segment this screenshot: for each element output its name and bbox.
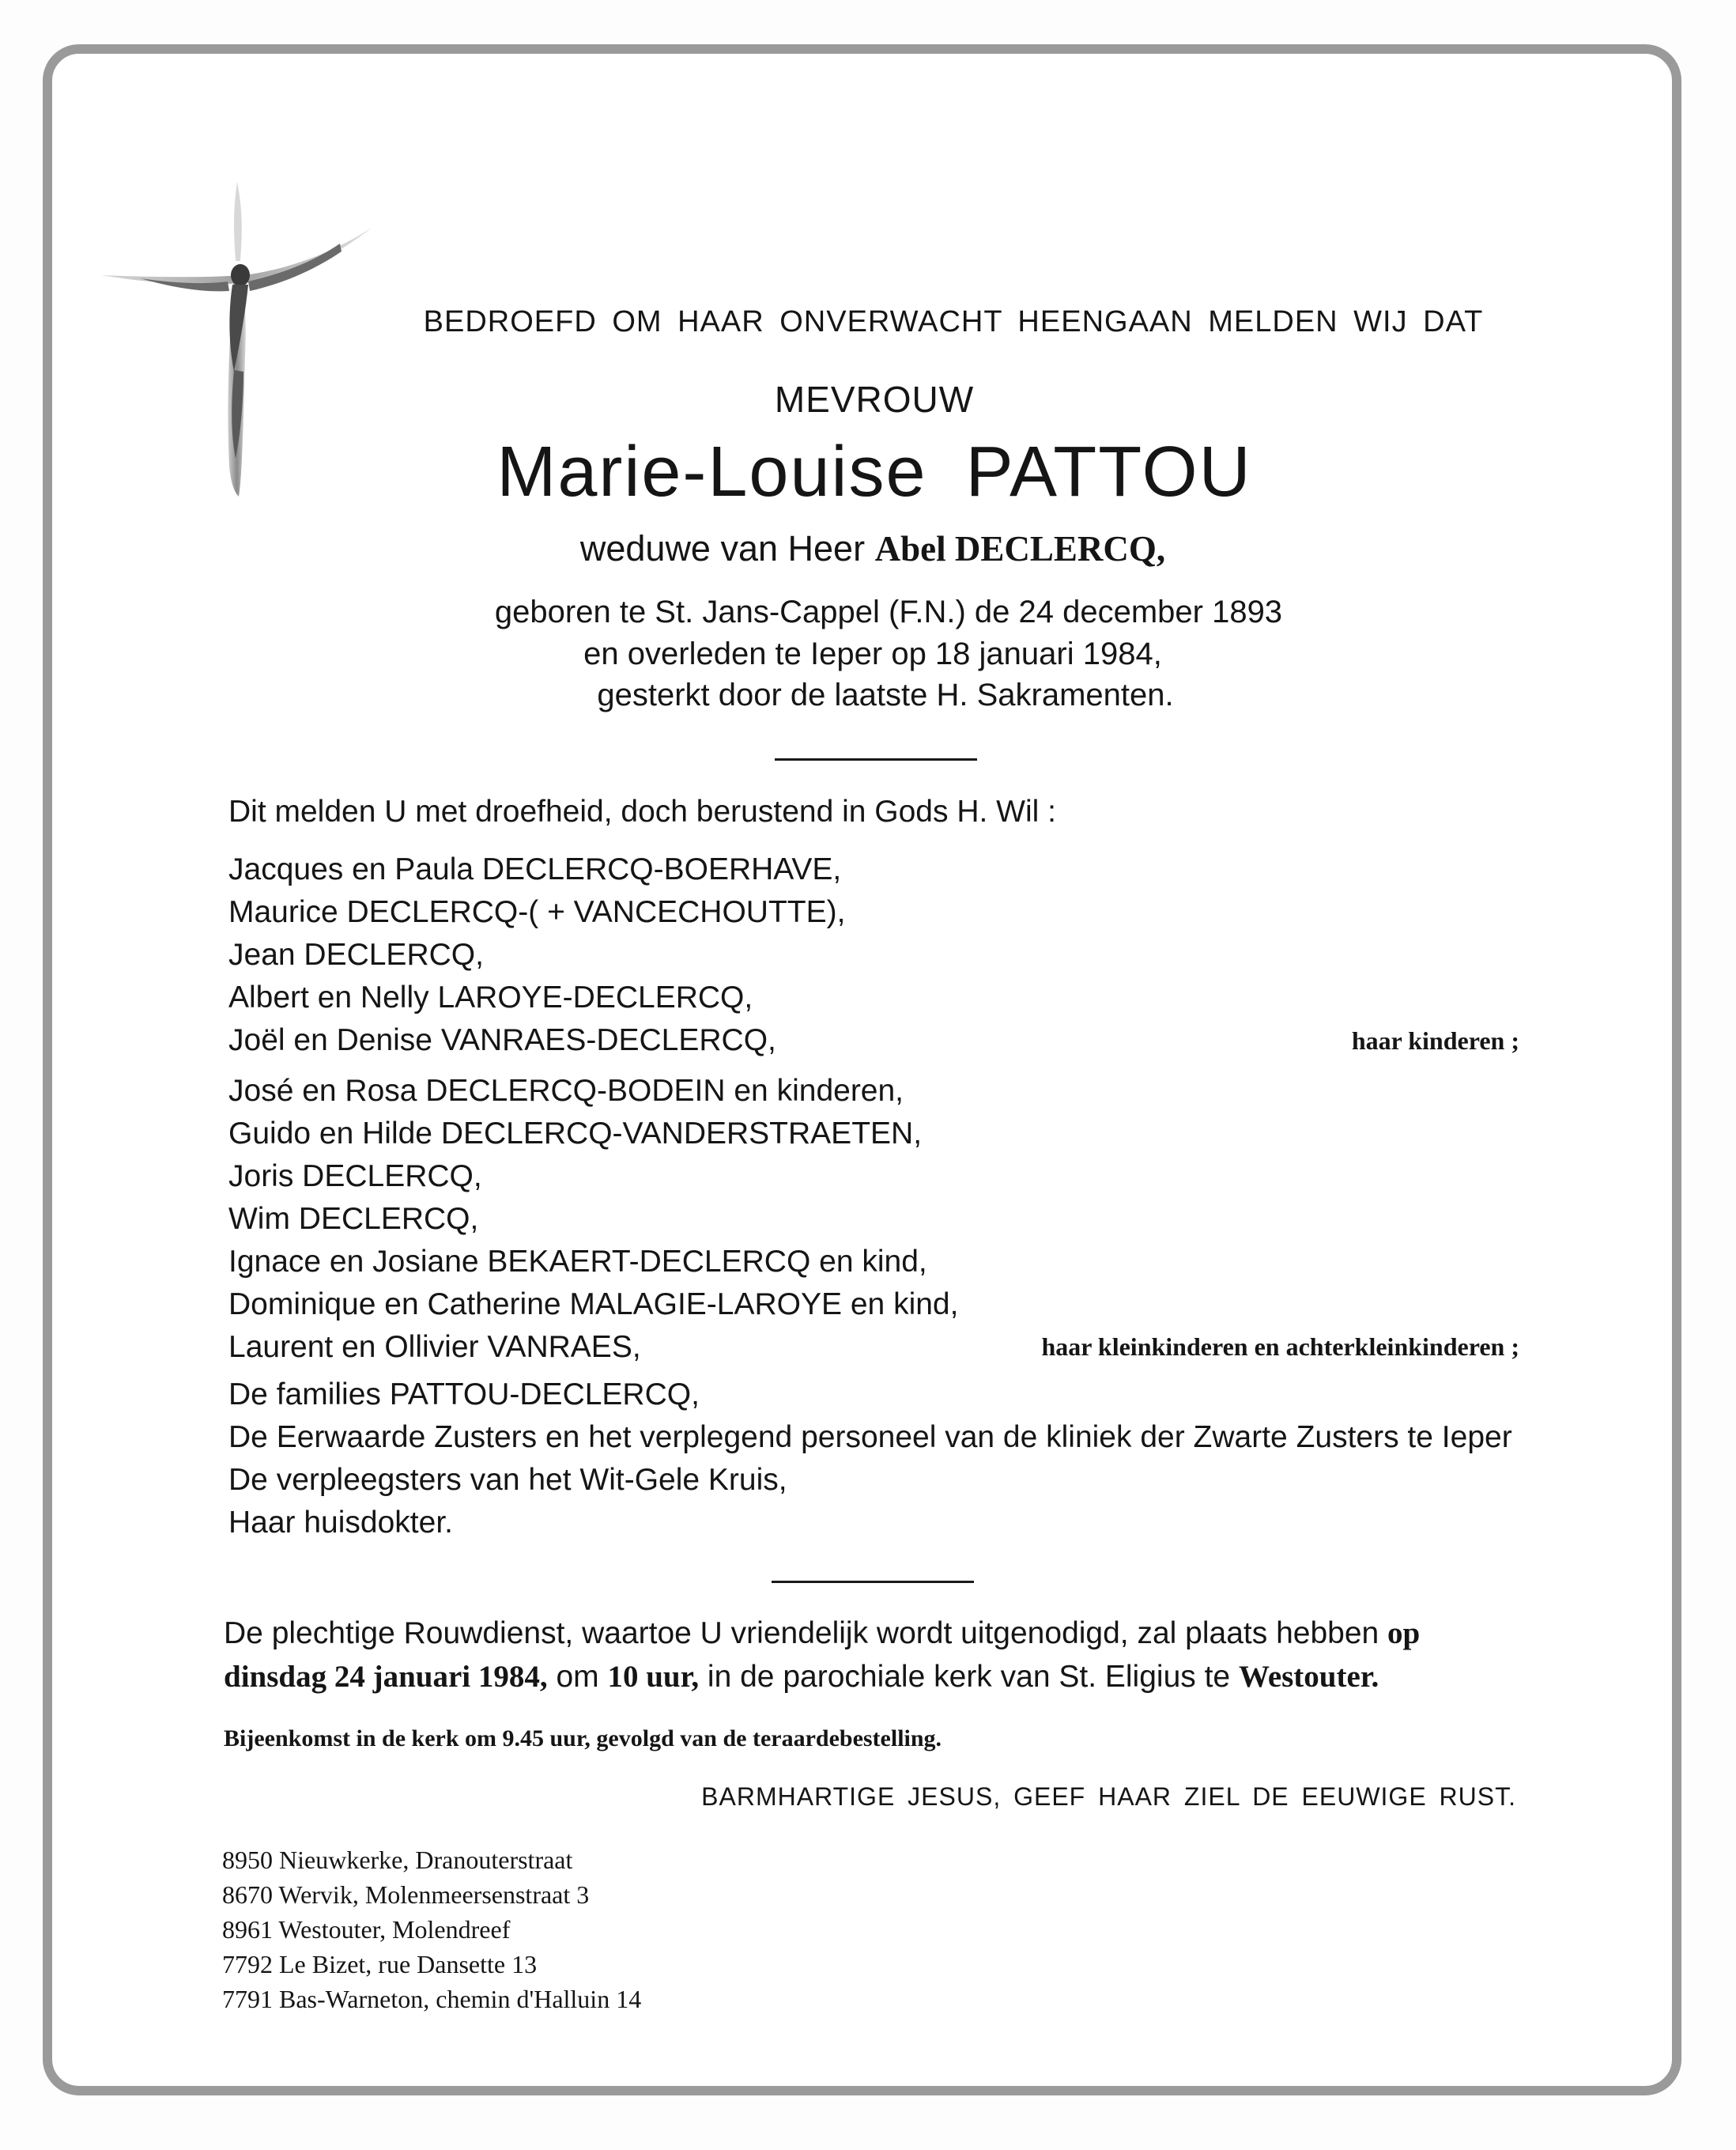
list-item: Laurent en Ollivier VANRAES, bbox=[228, 1330, 641, 1364]
intro-text: Dit melden U met droefheid, doch berustend in Gods H. Wil : bbox=[228, 795, 1056, 829]
title: MEVROUW bbox=[774, 379, 975, 420]
children-role: haar kinderen ; bbox=[1351, 1026, 1519, 1055]
list-item: Jean DECLERCQ, bbox=[228, 938, 484, 972]
service-date: op dinsdag 24 januari 1984, bbox=[224, 1616, 1421, 1694]
death-line: en overleden te Ieper op 18 januari 1984, bbox=[583, 637, 1162, 671]
list-item: Maurice DECLERCQ-( + VANCECHOUTTE), bbox=[228, 895, 846, 929]
sacraments-line: gesterkt door de laatste H. Sakramenten. bbox=[597, 678, 1174, 712]
address-item: 8950 Nieuwkerke, Dranouterstraat bbox=[222, 1846, 573, 1874]
list-item: Joël en Denise VANRAES-DECLERCQ, bbox=[228, 1023, 776, 1057]
list-item: Haar huisdokter. bbox=[228, 1506, 453, 1540]
list-item: Guido en Hilde DECLERCQ-VANDERSTRAETEN, bbox=[228, 1117, 923, 1151]
list-item: Jacques en Paula DECLERCQ-BOERHAVE, bbox=[228, 852, 842, 886]
children-list bbox=[228, 848, 845, 1062]
list-item: Albert en Nelly LAROYE-DECLERCQ, bbox=[228, 981, 753, 1015]
list-item: José en Rosa DECLERCQ-BODEIN en kinderen, bbox=[228, 1074, 904, 1108]
service-place: Westouter. bbox=[1238, 1660, 1379, 1694]
spouse-name: Abel DECLERCQ, bbox=[874, 529, 1166, 569]
spouse-prefix: weduwe van Heer bbox=[579, 528, 866, 569]
grandchildren-role: haar kleinkinderen en achterkleinkinderen ; bbox=[1041, 1332, 1519, 1361]
others-list bbox=[228, 1374, 1512, 1544]
service-text: De plechtige Rouwdienst, waartoe U vriendelijk wordt uitgenodigd, zal plaats hebben op dinsdag 24 januari 1984, om 10 uur, in de parochiale kerk van St. Eligius te Westouter. bbox=[224, 1616, 1421, 1694]
address-list bbox=[222, 1842, 641, 2016]
spouse-line bbox=[5, 528, 1736, 569]
announcement: BEDROEFD OM HAAR ONVERWACHT HEENGAAN MELDEN WIJ DAT bbox=[423, 305, 1484, 338]
list-item: Ignace en Josiane BEKAERT-DECLERCQ en kind, bbox=[228, 1245, 927, 1279]
divider bbox=[772, 1581, 974, 1583]
list-item: Joris DECLERCQ, bbox=[228, 1159, 482, 1193]
divider bbox=[775, 758, 977, 761]
address-item: 8961 Westouter, Molendreef bbox=[222, 1915, 511, 1944]
birth-line: geboren te St. Jans-Cappel (F.N.) de 24 december 1893 bbox=[494, 595, 1283, 629]
grandchildren-list bbox=[228, 1070, 958, 1369]
deceased-name: Marie-Louise PATTOU bbox=[496, 433, 1252, 512]
list-item: Dominique en Catherine MALAGIE-LAROYE en kind, bbox=[228, 1287, 959, 1321]
service-time: 10 uur, bbox=[607, 1660, 700, 1694]
address-item: 7791 Bas-Warneton, chemin d'Halluin 14 bbox=[222, 1985, 642, 2013]
list-item: Wim DECLERCQ, bbox=[228, 1202, 479, 1236]
list-item: De verpleegsters van het Wit-Gele Kruis, bbox=[228, 1463, 787, 1497]
list-item: De families PATTOU-DECLERCQ, bbox=[228, 1377, 700, 1411]
list-item: De Eerwaarde Zusters en het verplegend personeel van de kliniek der Zwarte Zusters te Ieper bbox=[228, 1420, 1512, 1454]
gathering-note: Bijeenkomst in de kerk om 9.45 uur, gevolgd van de teraardebestelling. bbox=[224, 1725, 942, 1751]
address-item: 8670 Wervik, Molenmeersenstraat 3 bbox=[222, 1880, 590, 1909]
address-item: 7792 Le Bizet, rue Dansette 13 bbox=[222, 1950, 538, 1978]
prayer: BARMHARTIGE JESUS, GEEF HAAR ZIEL DE EEUWIGE RUST. bbox=[701, 1782, 1516, 1811]
